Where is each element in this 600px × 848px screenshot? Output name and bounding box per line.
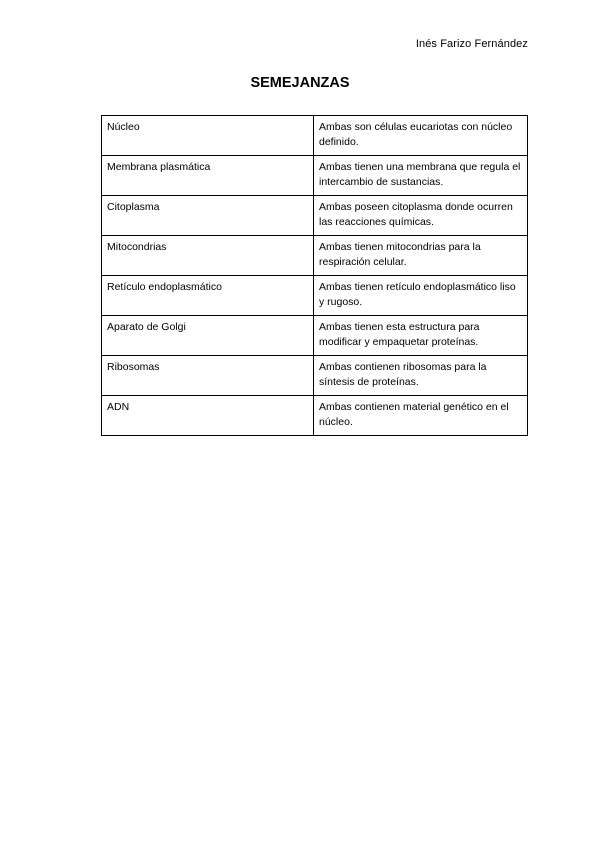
table-row	[102, 156, 528, 196]
table-row	[102, 316, 528, 356]
table-row	[102, 396, 528, 436]
table-cell-description: Ambas tienen esta estructura para modificar y empaquetar proteínas.	[314, 316, 528, 356]
table-row	[102, 116, 528, 156]
table-cell-term: Aparato de Golgi	[102, 316, 314, 356]
table-cell-description: Ambas tienen una membrana que regula el intercambio de sustancias.	[314, 156, 528, 196]
table-row	[102, 356, 528, 396]
table-cell-description: Ambas contienen material genético en el núcleo.	[314, 396, 528, 436]
table-cell-term: Mitocondrias	[102, 236, 314, 276]
page-title: SEMEJANZAS	[250, 75, 350, 91]
table-cell-term: Membrana plasmática	[102, 156, 314, 196]
table-cell-description: Ambas son células eucariotas con núcleo definido.	[314, 116, 528, 156]
table-row	[102, 236, 528, 276]
table-cell-description: Ambas contienen ribosomas para la síntesis de proteínas.	[314, 356, 528, 396]
table-cell-description: Ambas poseen citoplasma donde ocurren las reacciones químicas.	[314, 196, 528, 236]
similarities-table	[101, 115, 528, 436]
table-cell-description: Ambas tienen retículo endoplasmático liso y rugoso.	[314, 276, 528, 316]
table-cell-term: Ribosomas	[102, 356, 314, 396]
table-row	[102, 276, 528, 316]
table-cell-term: Citoplasma	[102, 196, 314, 236]
table-cell-term: Retículo endoplasmático	[102, 276, 314, 316]
table-cell-term: Núcleo	[102, 116, 314, 156]
table-row	[102, 196, 528, 236]
author-name: Inés Farizo Fernández	[415, 38, 528, 50]
table-cell-term: ADN	[102, 396, 314, 436]
table-cell-description: Ambas tienen mitocondrias para la respiración celular.	[314, 236, 528, 276]
